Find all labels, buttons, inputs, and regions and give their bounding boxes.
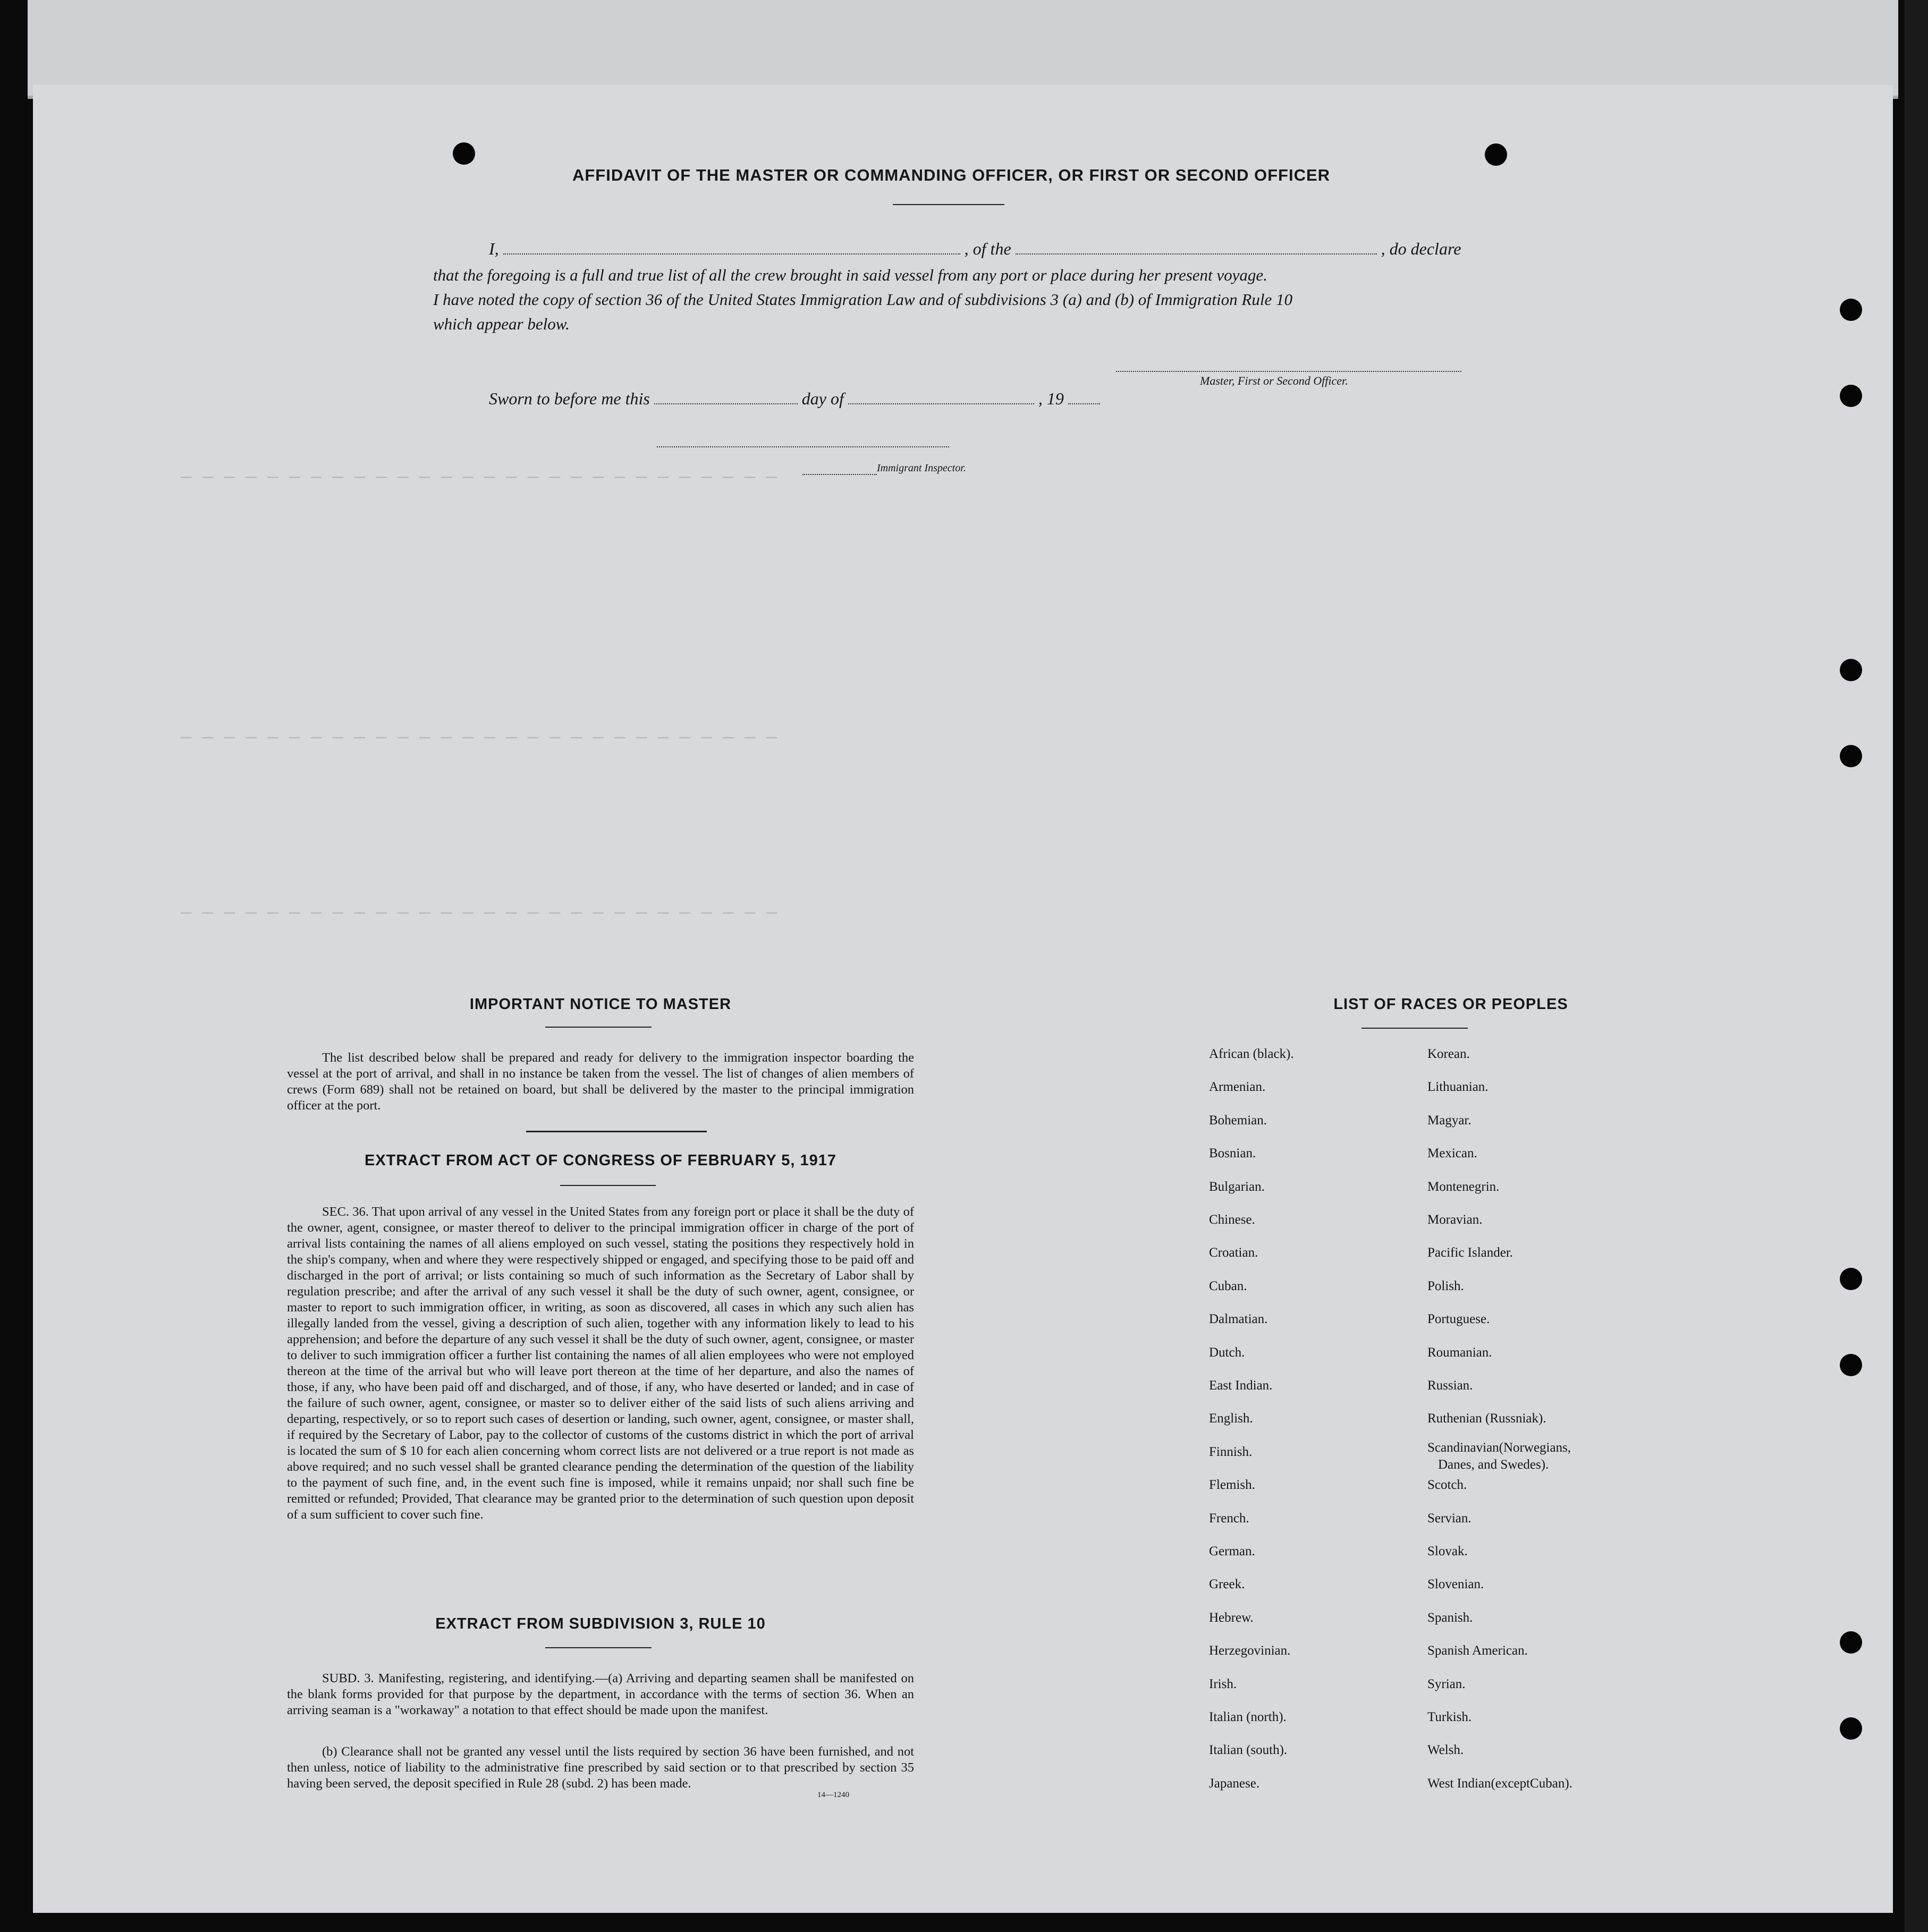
race-item: Montenegrin. — [1427, 1179, 1500, 1194]
race-item: Bohemian. — [1209, 1113, 1267, 1128]
race-item: Italian (south). — [1209, 1743, 1288, 1758]
race-item: Welsh. — [1427, 1743, 1464, 1758]
affidavit-line-2: that the foregoing is a full and true list of all the crew brought in said vessel from any port or place during her present voyage. — [433, 266, 1267, 284]
act-title: EXTRACT FROM ACT OF CONGRESS OF FEBRUARY 5, 1917 — [364, 1152, 837, 1169]
race-item: Italian (north). — [1209, 1710, 1287, 1724]
day-blank[interactable] — [654, 401, 798, 404]
label-i: I, — [489, 239, 499, 258]
inspector-signature-line-2[interactable] — [802, 472, 877, 475]
race-item: Korean. — [1427, 1047, 1470, 1061]
race-item: Lithuanian. — [1427, 1080, 1489, 1095]
race-item: Turkish. — [1427, 1710, 1472, 1724]
race-item: Slovak. — [1427, 1544, 1468, 1558]
punch-hole — [1840, 1631, 1862, 1654]
affidavit-title: AFFIDAVIT OF THE MASTER OR COMMANDING OFFICER, OR FIRST OR SECOND OFFICER — [572, 166, 1331, 184]
race-item: German. — [1209, 1544, 1255, 1558]
punch-hole — [1840, 1354, 1862, 1376]
act-text: SEC. 36. That upon arrival of any vessel in the United States from any foreign port or place it shall be the duty of the owner, agent, consignee, or master thereof to deliver to the principal immigration officer in charge of the port of arrival lists containing the names of all aliens employed on such vessel, stating the positions they respectively hold in the ship's company, when and where they were respectively shipped or engaged, and specifying those to be paid off and discharged in the port of arrival; or lists containing so much of such information as the Secretary of Labor shall by regulation prescribe; and after the arrival of any such vessel it shall be the duty of such owner, agent, consignee, or master to report to such immigration officer, in writing, as soon as discovered, all cases in which any such alien has illegally landed from the vessel, giving a description of such alien, together with any information likely to lead to his apprehension; and before the departure of any such vessel it shall be the duty of such owner, agent, consignee, or master to deliver to such immigration officer a further list containing the names of all alien employees who were not employed thereon at the time of the arrival but who will leave port thereon at the time of her departure, and also the names of those, if any, who have been paid off and discharged, and of those, if any, who have deserted or landed; and in case of the failure of such owner, agent, consignee, or master so to deliver either of the said lists of such aliens arriving and departing, respectively, or so to report such cases of desertion or landing, such owner, agent, consignee, or master shall, if required by the Secretary of Labor, pay to the collector of customs of the customs district in which the port of arrival is located the sum of $ 10 for each alien concerning whom correct lists are not delivered or a true report is not made as above required; and no such vessel shall be granted clearance pending the determination of the question of the liability to the payment of such fine, and, in the event such fine is imposed, while it remains unpaid; nor shall such fine be remitted or refunded; Provided, That clearance may be granted prior to the determination of such question upon deposit of a sum sufficient to cover such fine. — [287, 1205, 914, 1522]
notice-underline — [545, 1027, 652, 1028]
race-item: Croatian. — [1209, 1245, 1258, 1260]
race-item-continued: Danes, and Swedes). — [1438, 1457, 1549, 1472]
race-item: Armenian. — [1209, 1080, 1266, 1095]
year-blank[interactable] — [1068, 401, 1100, 404]
inspector-signature-line[interactable] — [657, 444, 949, 447]
bleed-through-text: — — — — — — — — — — — — — — — — — — — — — — — — — — — — — [181, 468, 777, 488]
race-item: Finnish. — [1209, 1444, 1253, 1459]
label-sworn: Sworn to before me this — [489, 389, 650, 408]
bleed-through-text: — — — — — — — — — — — — — — — — — — — — — — — — — — — — — [181, 903, 777, 923]
bleed-through-text: — — — — — — — — — — — — — — — — — — — — — — — — — — — — — [181, 728, 777, 748]
punch-hole — [1840, 659, 1862, 681]
title-underline — [893, 204, 1004, 205]
race-item: Chinese. — [1209, 1213, 1255, 1227]
race-item: Scandinavian(Norwegians, — [1427, 1440, 1571, 1455]
month-blank[interactable] — [848, 401, 1034, 404]
label-do-declare: , do declare — [1381, 239, 1461, 258]
rule-text-a: SUBD. 3. Manifesting, registering, and identifying.—(a) Arriving and departing seamen shall be manifested on the blank forms provided for that purpose by the department, in accordance with the terms of section 36. When an arriving seaman is a "workaway" a notation to that effect should be made upon the manifest. — [287, 1671, 914, 1717]
race-item: Scotch. — [1427, 1478, 1467, 1493]
punch-hole — [1485, 143, 1507, 166]
race-item: Bosnian. — [1209, 1146, 1256, 1161]
race-item: Pacific Islander. — [1427, 1245, 1513, 1260]
form-number: 14—1240 — [817, 1791, 849, 1799]
race-item: Hebrew. — [1209, 1610, 1254, 1625]
race-item: Syrian. — [1427, 1676, 1466, 1691]
notice-divider — [526, 1131, 707, 1132]
punch-hole — [1840, 1268, 1862, 1290]
punch-hole — [1840, 1717, 1862, 1740]
rule-text-b: (b) Clearance shall not be granted any vessel until the lists required by section 36 have been furnished, and not then unless, notice of liability to the administrative fine prescribed by said section or to that prescribed by section 35 having been served, the deposit specified in Rule 28 (subd. 2) has been made. — [287, 1744, 914, 1791]
race-item: Polish. — [1427, 1278, 1464, 1293]
race-item: Moravian. — [1427, 1213, 1483, 1227]
act-underline — [560, 1185, 656, 1186]
signature-line[interactable] — [1116, 369, 1461, 372]
top-page-edge — [28, 0, 1898, 99]
race-item: Servian. — [1427, 1511, 1472, 1526]
sworn-line — [489, 389, 1100, 409]
races-underline — [1362, 1028, 1468, 1029]
race-item: East Indian. — [1209, 1378, 1273, 1393]
race-item: Japanese. — [1209, 1776, 1260, 1791]
punch-hole — [453, 142, 475, 165]
punch-hole — [1840, 385, 1862, 407]
race-item: Spanish American. — [1427, 1643, 1528, 1658]
race-item: English. — [1209, 1411, 1253, 1426]
signature-label: Master, First or Second Officer. — [1200, 374, 1348, 387]
race-item: Spanish. — [1427, 1610, 1473, 1625]
label-of-the: , of the — [964, 239, 1011, 258]
race-item: Dutch. — [1209, 1345, 1245, 1360]
affidavit-line-3: I have noted the copy of section 36 of the United States Immigration Law and of subdivisions 3 (a) and (b) of Immigration Rule 10 — [433, 290, 1292, 309]
race-item: Irish. — [1209, 1676, 1237, 1691]
label-day-of: day of — [801, 389, 844, 408]
race-item: French. — [1209, 1511, 1249, 1526]
races-title: LIST OF RACES OR PEOPLES — [1333, 996, 1568, 1013]
race-item: Mexican. — [1427, 1146, 1477, 1161]
page-stack-edge — [1905, 0, 1928, 1932]
label-year: , 19 — [1038, 389, 1064, 408]
affidavit-line-1 — [489, 239, 1467, 259]
race-item: Flemish. — [1209, 1478, 1255, 1493]
rule-title: EXTRACT FROM SUBDIVISION 3, RULE 10 — [435, 1615, 766, 1632]
notice-text: The list described below shall be prepared and ready for delivery to the immigration inspector boarding the vessel at the port of arrival, and shall in no instance be taken from the vessel. The list of changes of alien members of crews (Form 689) shall not be retained on board, but shall be delivered by the master to the principal immigration officer at the port. — [287, 1050, 914, 1113]
race-item: Cuban. — [1209, 1278, 1247, 1293]
inspector-label: Immigrant Inspector. — [877, 462, 966, 474]
race-item: Dalmatian. — [1209, 1312, 1268, 1327]
race-item: Magyar. — [1427, 1113, 1472, 1128]
race-item: Slovenian. — [1427, 1577, 1484, 1592]
race-item: Bulgarian. — [1209, 1179, 1265, 1194]
vessel-blank[interactable] — [1016, 251, 1377, 255]
notice-title: IMPORTANT NOTICE TO MASTER — [469, 996, 732, 1013]
punch-hole — [1840, 299, 1862, 321]
race-item: Portuguese. — [1427, 1312, 1490, 1327]
race-item: Herzegovinian. — [1209, 1643, 1291, 1658]
race-item: Russian. — [1427, 1378, 1473, 1393]
race-item: Ruthenian (Russniak). — [1427, 1411, 1546, 1426]
affidavit-line-4: which appear below. — [433, 315, 570, 333]
race-item: Greek. — [1209, 1577, 1245, 1592]
rule-underline — [545, 1647, 652, 1648]
race-item: African (black). — [1209, 1047, 1294, 1061]
race-item: Roumanian. — [1427, 1345, 1492, 1360]
race-item: West Indian(exceptCuban). — [1427, 1776, 1572, 1791]
name-blank[interactable] — [503, 251, 960, 255]
punch-hole — [1840, 745, 1862, 767]
